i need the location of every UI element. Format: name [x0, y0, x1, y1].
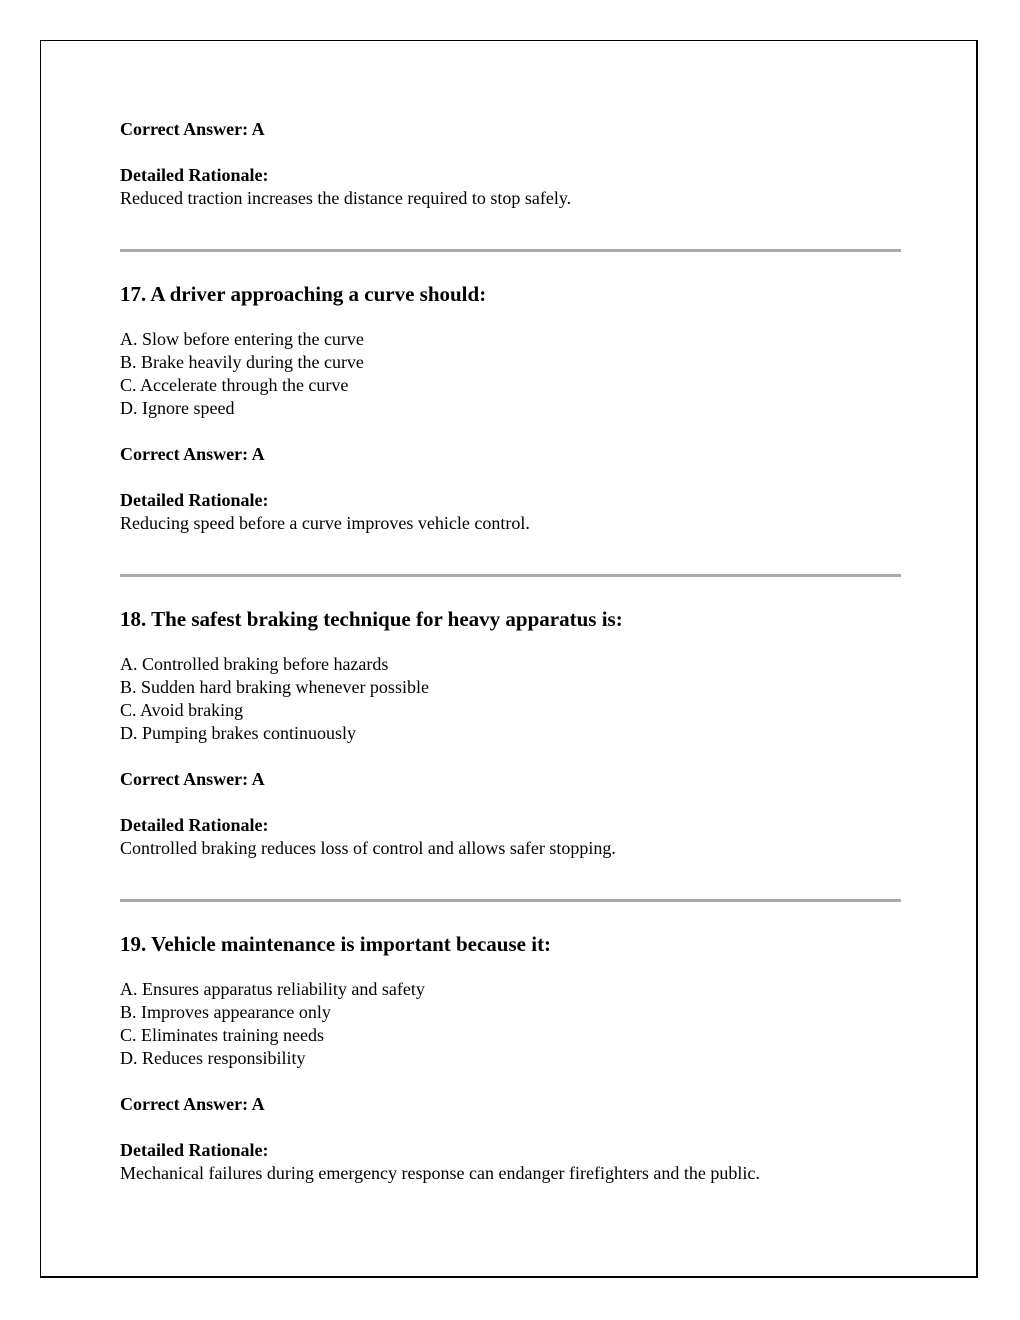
rationale-block: [120, 1139, 901, 1185]
option-d: D. Reduces responsibility: [120, 1048, 306, 1068]
options-list: [120, 978, 901, 1070]
option-d: D. Pumping brakes continuously: [120, 723, 356, 743]
option-a: A. Controlled braking before hazards: [120, 654, 389, 674]
document-content: [120, 118, 901, 1185]
rationale-text: Reduced traction increases the distance required to stop safely.: [120, 188, 572, 208]
option-c: C. Eliminates training needs: [120, 1025, 324, 1045]
section-divider: [120, 899, 901, 902]
question-title: 19. Vehicle maintenance is important because it:: [120, 932, 552, 956]
rationale-text: Mechanical failures during emergency response can endanger firefighters and the public.: [120, 1163, 760, 1183]
option-a: A. Ensures apparatus reliability and safety: [120, 979, 425, 999]
question-19: [120, 931, 901, 1185]
question-18: [120, 606, 901, 860]
option-d: D. Ignore speed: [120, 398, 235, 418]
rationale-label: Detailed Rationale:: [120, 490, 269, 510]
rationale-block: [120, 164, 901, 210]
options-list: [120, 328, 901, 420]
correct-answer: Correct Answer: A: [120, 1094, 265, 1114]
options-list: [120, 653, 901, 745]
option-b: B. Sudden hard braking whenever possible: [120, 677, 429, 697]
correct-answer: Correct Answer: A: [120, 769, 265, 789]
question-title: 17. A driver approaching a curve should:: [120, 282, 487, 306]
option-c: C. Avoid braking: [120, 700, 244, 720]
section-divider: [120, 249, 901, 252]
rationale-label: Detailed Rationale:: [120, 165, 269, 185]
question-title: 18. The safest braking technique for heavy apparatus is:: [120, 607, 623, 631]
rationale-text: Reducing speed before a curve improves vehicle control.: [120, 513, 530, 533]
rationale-label: Detailed Rationale:: [120, 1140, 269, 1160]
correct-answer: Correct Answer: A: [120, 119, 265, 139]
option-a: A. Slow before entering the curve: [120, 329, 364, 349]
question-17: [120, 281, 901, 535]
question-16-tail: [120, 118, 901, 210]
correct-answer: Correct Answer: A: [120, 444, 265, 464]
rationale-label: Detailed Rationale:: [120, 815, 269, 835]
section-divider: [120, 574, 901, 577]
option-c: C. Accelerate through the curve: [120, 375, 349, 395]
rationale-text: Controlled braking reduces loss of control and allows safer stopping.: [120, 838, 616, 858]
option-b: B. Brake heavily during the curve: [120, 352, 364, 372]
option-b: B. Improves appearance only: [120, 1002, 331, 1022]
rationale-block: [120, 814, 901, 860]
rationale-block: [120, 489, 901, 535]
